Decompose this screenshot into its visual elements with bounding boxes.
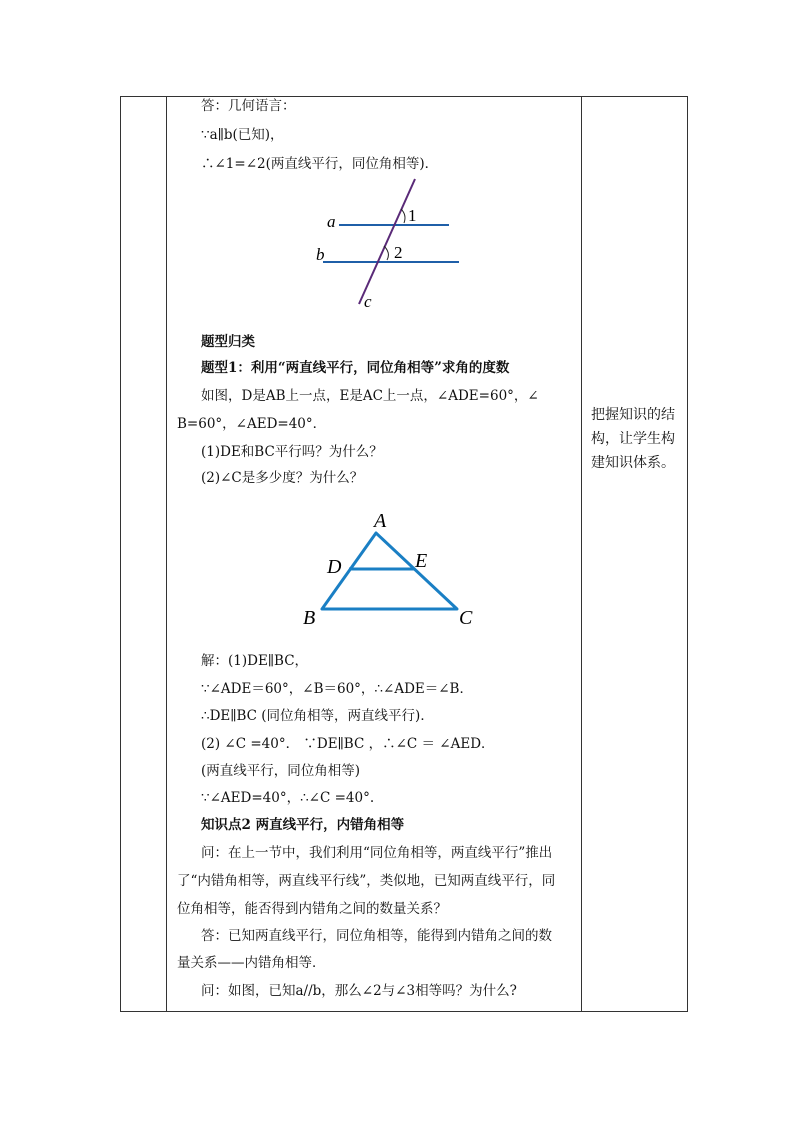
section-title: 题型归类 <box>201 334 255 350</box>
vertex-b: B <box>303 607 316 629</box>
ask1-line-2: 了“内错角相等，两直线平行线”，类似地，已知两直线平行，同 <box>177 873 556 889</box>
type1-title: 题型1：利用“两直线平行，同位角相等”求角的度数 <box>201 360 510 376</box>
parallel-lines-figure <box>307 177 477 315</box>
solution-line-5: (两直线平行，同位角相等) <box>201 763 361 779</box>
main-content-cell <box>167 97 581 1011</box>
solution-line-4: (2) ∠C =40°． ∵DE∥BC ，∴∠C ＝ ∠AED． <box>201 736 495 752</box>
ask2-line: 问：如图，已知a//b，那么∠2与∠3相等吗？为什么? <box>201 983 517 999</box>
given-statement: ∵a∥b(已知)， <box>201 127 284 143</box>
solution-line-2: ∵∠ADE＝60°，∠B＝60°，∴∠ADE＝∠B． <box>201 681 473 697</box>
lesson-table <box>120 96 688 1012</box>
angle-2-label: 2 <box>394 243 403 262</box>
vertex-a: A <box>374 510 387 532</box>
design-intent-note <box>591 403 683 475</box>
triangle-abc <box>322 533 457 609</box>
side-note-line-3: 建知识体系。 <box>591 455 675 471</box>
question-1: (1)DE和BC平行吗？为什么？ <box>201 444 383 460</box>
ask1-line-1: 问：在上一节中，我们利用“同位角相等，两直线平行”推出 <box>201 845 553 861</box>
knowledge-point-2-title: 知识点2 两直线平行，内错角相等 <box>201 817 405 833</box>
problem-line-1: 如图，D是AB上一点，E是AC上一点，∠ADE=60°，∠ <box>201 388 539 404</box>
side-note-line-1: 把握知识的结 <box>591 407 675 423</box>
triangle-figure <box>297 507 487 632</box>
ask1-line-3: 位角相等，能否得到内错角之间的数量关系？ <box>177 901 447 917</box>
column-divider-right <box>581 97 582 1011</box>
vertex-c: C <box>459 607 473 629</box>
solution-line-6: ∵∠AED=40°，∴∠C =40°. <box>201 790 375 806</box>
point-d: D <box>327 556 342 578</box>
conclusion-statement: ∴∠1=∠2(两直线平行，同位角相等)． <box>201 156 439 172</box>
label-b: b <box>316 245 325 264</box>
answer-head: 答：几何语言： <box>201 98 296 114</box>
point-e: E <box>415 550 428 572</box>
side-note-line-2: 构，让学生构 <box>591 431 675 447</box>
label-a: a <box>327 212 336 231</box>
answer2-line-2: 量关系——内错角相等． <box>177 955 326 971</box>
label-c: c <box>364 292 372 311</box>
answer2-line-1: 答：已知两直线平行，同位角相等，能得到内错角之间的数 <box>201 928 552 944</box>
transversal-c <box>359 179 415 304</box>
angle-1-label: 1 <box>408 206 417 225</box>
question-2: (2)∠C是多少度？为什么？ <box>201 470 364 486</box>
solution-line-3: ∴DE∥BC (同位角相等，两直线平行)． <box>201 708 434 724</box>
problem-line-2: B=60°，∠AED=40°． <box>177 416 327 432</box>
solution-line-1: 解：(1)DE∥BC， <box>201 653 309 669</box>
